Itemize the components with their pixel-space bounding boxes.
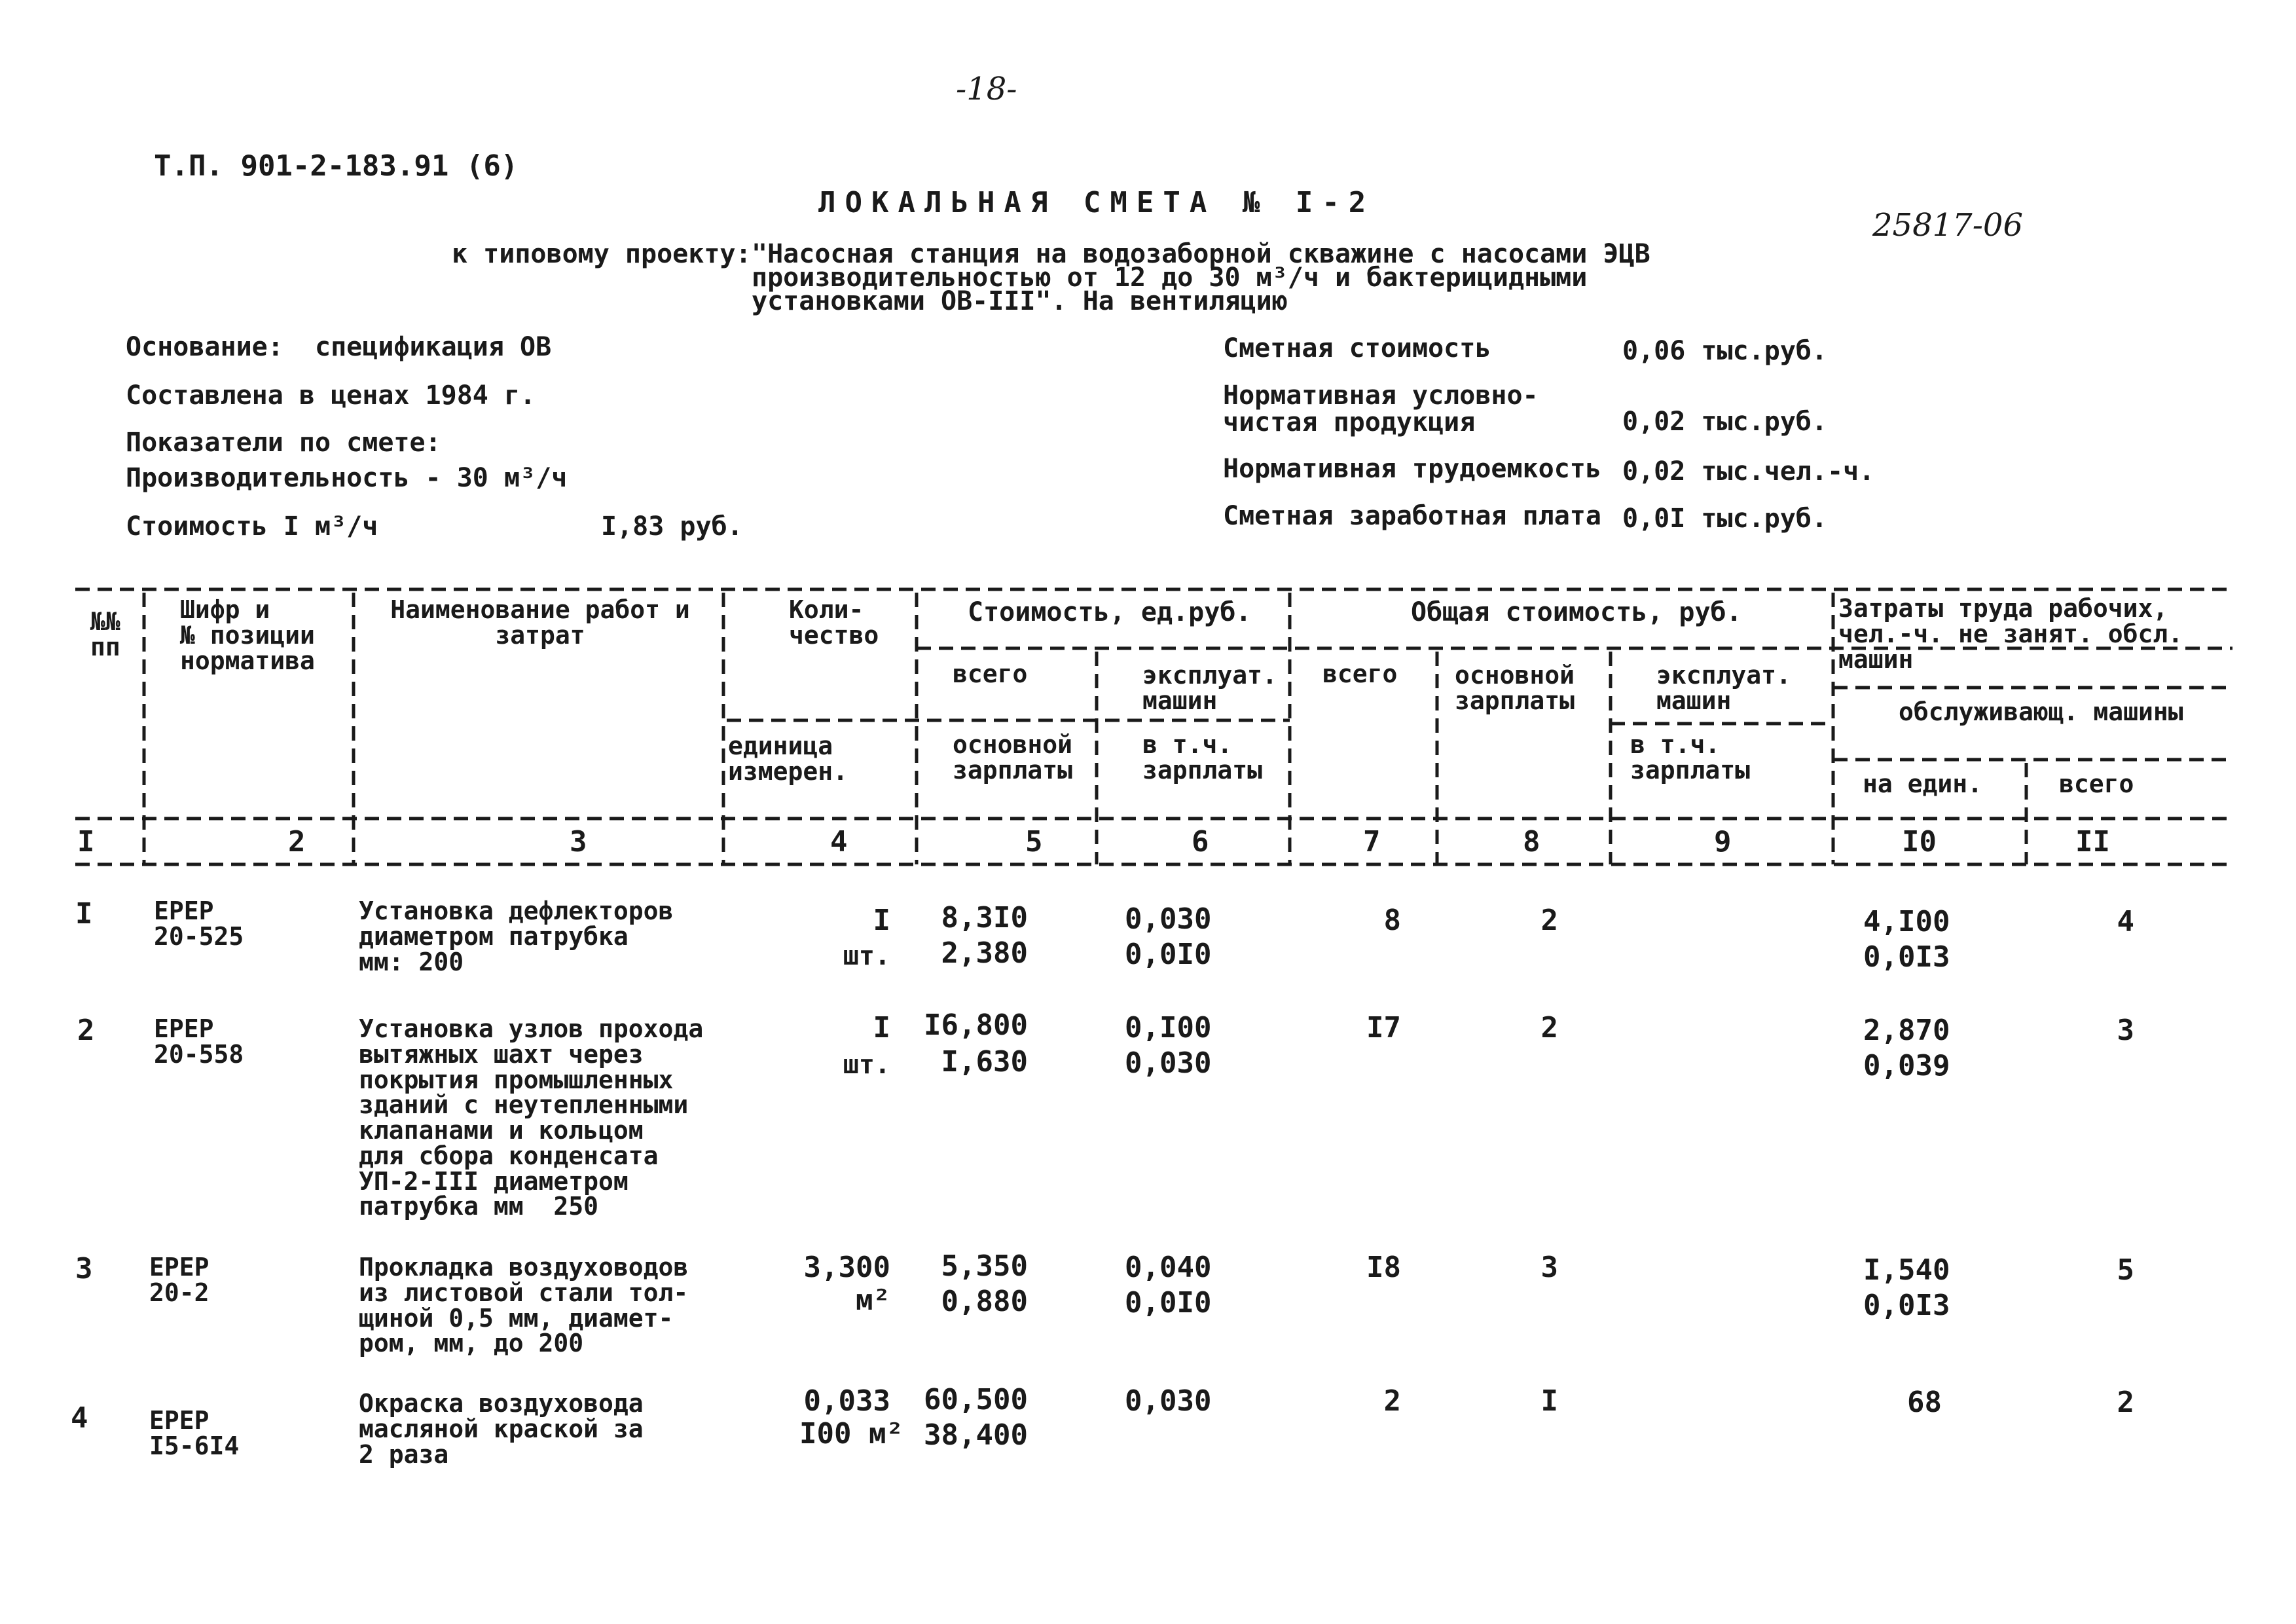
header-unit-wages: основной зарплаты xyxy=(953,730,1073,784)
labor-intensity-label: Нормативная трудоемкость xyxy=(1223,454,1601,484)
document-code: Т.П. 901-2-183.91 (6) xyxy=(154,149,519,183)
row-total-wages: I xyxy=(1540,1384,1558,1418)
column-number: 2 xyxy=(288,825,306,858)
row-unit-wages: 0,880 xyxy=(941,1285,1028,1318)
row-unit-machines: 0,030 xyxy=(1125,1384,1212,1418)
row-unit: шт. xyxy=(843,941,890,971)
row-labor-per-unit: I,540 xyxy=(1863,1253,1950,1287)
prices-text: Составлена в ценах 1984 г. xyxy=(126,380,536,411)
header-unit-cost: Стоимость, ед.руб. xyxy=(968,597,1252,627)
inventory-number: 25817-06 xyxy=(1872,207,2023,244)
row-labor-per-unit: 2,870 xyxy=(1863,1014,1950,1047)
column-number: 9 xyxy=(1714,825,1732,858)
row-quantity: 0,033 xyxy=(803,1384,890,1418)
estimate-cost-value: 0,06 тыс.руб. xyxy=(1622,336,1828,366)
row-work-name: Установка дефлекторов диаметром патрубка мм: 200 xyxy=(359,896,674,976)
row-work-name: Прокладка воздуховодов из листовой стали тол- щиной 0,5 мм, диамет- ром, мм, до 200 xyxy=(359,1253,689,1358)
wage-fund-label: Сметная заработная плата xyxy=(1223,501,1601,531)
row-code: ЕРЕР 20-2 xyxy=(149,1253,210,1307)
row-labor-total: 3 xyxy=(2117,1014,2134,1047)
page-title: ЛОКАЛЬНАЯ СМЕТА № I-2 xyxy=(818,186,1376,219)
column-number: II xyxy=(2075,825,2110,858)
column-number: 7 xyxy=(1363,825,1381,858)
row-number: 3 xyxy=(75,1252,93,1285)
header-labor-per-unit: на един. xyxy=(1863,769,1983,798)
row-labor-total: 4 xyxy=(2117,905,2134,938)
row-unit-machines: 0,040 xyxy=(1125,1251,1212,1284)
row-unit: м² xyxy=(856,1283,890,1317)
row-total: 2 xyxy=(1383,1384,1401,1418)
row-total: 8 xyxy=(1383,904,1401,937)
header-unit-total: всего xyxy=(953,659,1028,688)
column-number: 8 xyxy=(1523,825,1540,858)
row-labor-per-unit-machines: 0,0I3 xyxy=(1863,1289,1950,1322)
header-labor-machines: обслуживающ. машины xyxy=(1899,697,2183,726)
row-number: 4 xyxy=(71,1401,88,1435)
capacity-text: Производительность - 30 м³/ч xyxy=(126,463,568,493)
indicators-label: Показатели по смете: xyxy=(126,428,441,458)
unit-cost-label: Стоимость I м³/ч xyxy=(126,511,378,542)
header-code: Шифр и № позиции норматива xyxy=(180,595,315,675)
header-labor: Затраты труда рабочих, чел.-ч. не занят. обсл. машин xyxy=(1838,594,2183,674)
header-unit: единица измерен. xyxy=(728,731,848,786)
header-total-machine-wages: в т.ч. зарплаты xyxy=(1630,730,1751,784)
unit-cost-value: I,83 руб. xyxy=(601,511,743,542)
basis-text: Основание: спецификация ОВ xyxy=(126,332,552,362)
column-number: I xyxy=(77,825,95,858)
wage-fund-value: 0,0I тыс.руб. xyxy=(1622,504,1828,534)
row-unit-total: 60,500 xyxy=(924,1383,1028,1416)
row-unit-machines: 0,030 xyxy=(1125,902,1212,936)
row-unit-machine-wages: 0,030 xyxy=(1125,1046,1212,1080)
header-quantity: Коли- чество xyxy=(789,595,879,650)
row-code: ЕРЕР I5-6I4 xyxy=(149,1406,240,1460)
row-unit-machines: 0,I00 xyxy=(1125,1011,1212,1044)
header-total-machines: эксплуат. машин xyxy=(1656,661,1791,715)
header-labor-total: всего xyxy=(2059,769,2134,798)
net-product-value: 0,02 тыс.руб. xyxy=(1622,407,1828,437)
header-total-wages: основной зарплаты xyxy=(1455,661,1575,715)
row-unit: I00 м² xyxy=(799,1417,903,1450)
page-number: -18- xyxy=(956,71,1017,107)
project-line-3: установками ОВ-III". На вентиляцию xyxy=(752,286,1288,316)
row-code: ЕРЕР 20-525 xyxy=(154,896,244,951)
row-total: I8 xyxy=(1366,1251,1401,1284)
net-product-label: Нормативная условно- чистая продукция xyxy=(1223,380,1539,437)
header-unit-machine-wages: в т.ч. зарплаты xyxy=(1142,730,1263,784)
column-number: I0 xyxy=(1902,825,1937,858)
row-unit-machine-wages: 0,0I0 xyxy=(1125,1286,1212,1320)
row-labor-total: 2 xyxy=(2117,1386,2134,1419)
row-unit-total: 8,3I0 xyxy=(941,901,1028,934)
column-number: 4 xyxy=(830,825,848,858)
row-unit-wages: I,630 xyxy=(941,1045,1028,1079)
row-labor-per-unit-machines: 0,0I3 xyxy=(1863,940,1950,974)
row-code: ЕРЕР 20-558 xyxy=(154,1014,244,1069)
row-number: 2 xyxy=(77,1014,95,1047)
row-work-name: Установка узлов прохода вытяжных шахт через покрытия промышленных зданий с неутепленными клапанами и кольцом для сбора конденсата УП-2-III диаметром патрубка мм 250 xyxy=(359,1014,704,1221)
project-line-1: "Насосная станция на водозаборной скважине с насосами ЭЦВ xyxy=(752,239,1650,269)
row-unit-wages: 2,380 xyxy=(941,936,1028,970)
row-labor-per-unit: 4,I00 xyxy=(1863,905,1950,938)
row-labor-per-unit-machines: 0,039 xyxy=(1863,1049,1950,1082)
row-total-wages: 2 xyxy=(1540,904,1558,937)
column-number: 3 xyxy=(570,825,587,858)
row-unit-wages: 38,400 xyxy=(924,1418,1028,1452)
row-unit: шт. xyxy=(843,1050,890,1080)
row-unit-total: I6,800 xyxy=(924,1008,1028,1042)
row-labor-total: 5 xyxy=(2117,1253,2134,1287)
column-number: 5 xyxy=(1025,825,1043,858)
project-prefix: к типовому проекту: xyxy=(452,239,752,269)
labor-intensity-value: 0,02 тыс.чел.-ч. xyxy=(1622,456,1875,487)
row-work-name: Окраска воздуховода масляной краской за 2 раза xyxy=(359,1389,644,1469)
header-work-name: Наименование работ и затрат xyxy=(390,595,690,650)
header-row-number: №№ пп xyxy=(90,607,120,661)
row-total-wages: 3 xyxy=(1540,1251,1558,1284)
row-total-wages: 2 xyxy=(1540,1011,1558,1044)
row-quantity: I xyxy=(873,904,890,937)
row-quantity: 3,300 xyxy=(803,1251,890,1284)
estimate-cost-label: Сметная стоимость xyxy=(1223,333,1491,363)
header-unit-machines: эксплуат. машин xyxy=(1142,661,1277,715)
row-labor-per-unit: 68 xyxy=(1907,1386,1942,1419)
header-total: всего xyxy=(1322,659,1398,688)
row-quantity: I xyxy=(873,1011,890,1044)
header-total-cost: Общая стоимость, руб. xyxy=(1411,597,1742,627)
row-unit-total: 5,350 xyxy=(941,1249,1028,1283)
row-total: I7 xyxy=(1366,1011,1401,1044)
row-number: I xyxy=(75,897,93,931)
column-number: 6 xyxy=(1192,825,1209,858)
project-line-2: производительностью от 12 до 30 м³/ч и бактерицидными xyxy=(752,263,1588,293)
row-unit-machine-wages: 0,0I0 xyxy=(1125,938,1212,971)
